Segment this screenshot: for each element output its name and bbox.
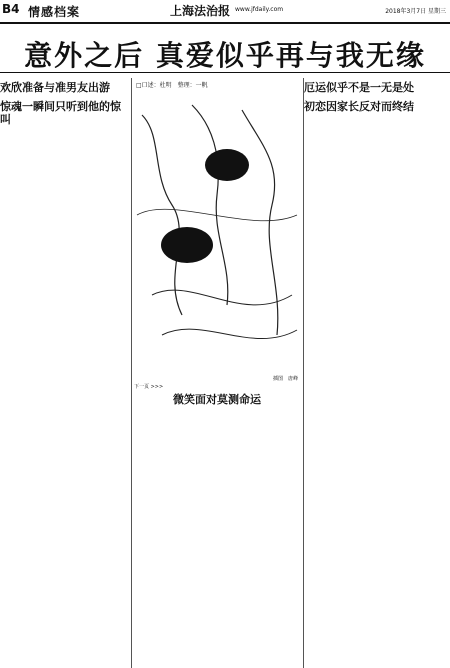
illustration xyxy=(132,95,302,375)
subheading: 惊魂一瞬间只听到他的惊叫 xyxy=(0,100,121,126)
continued-label: 下一页 >>> xyxy=(134,384,164,390)
main-headline: 意外之后 真爱似乎再与我无缘 xyxy=(24,39,426,72)
left-column xyxy=(0,78,130,668)
subheading: 初恋因家长反对而终结 xyxy=(304,100,414,113)
byline: □口述：杜明 整理：一帆 xyxy=(136,82,208,89)
issue-date: 2018年3月7日 星期三 xyxy=(385,8,446,15)
page-header xyxy=(0,0,450,24)
right-column xyxy=(304,78,450,668)
headline-divider xyxy=(0,72,450,73)
subheading: 欢欣准备与准男友出游 xyxy=(0,81,110,94)
subheading: 厄运似乎不是一无是处 xyxy=(304,81,414,94)
masthead: 上海法治报 xyxy=(170,4,231,18)
illustration-credit: 插图 唐峰 xyxy=(272,376,298,382)
page-number: B4 xyxy=(2,2,20,16)
section-title: 情感档案 xyxy=(28,5,81,19)
subheading: 微笑面对莫测命运 xyxy=(173,393,261,406)
site-url: www.jfdaily.com xyxy=(235,6,284,13)
middle-column xyxy=(132,78,302,668)
